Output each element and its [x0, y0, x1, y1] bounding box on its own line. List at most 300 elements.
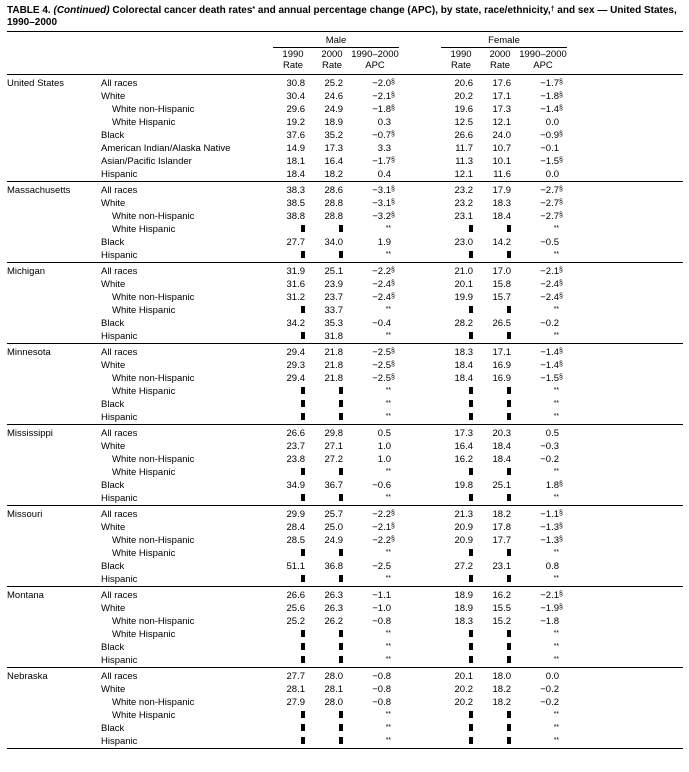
table-row	[7, 534, 683, 547]
value-cell	[441, 573, 481, 587]
suppressed-value-marker	[339, 400, 343, 407]
suppressed-value-marker	[469, 737, 473, 744]
right-margin	[567, 330, 683, 344]
section-marker: §	[559, 92, 563, 99]
race-ethnicity-label: Black	[101, 723, 125, 734]
value-cell	[441, 278, 481, 291]
value-cell	[351, 683, 399, 696]
double-asterisk-marker: **	[553, 656, 560, 663]
value-cell	[313, 142, 351, 155]
state-name: Mississippi	[7, 425, 101, 441]
suppressed-value-marker	[507, 400, 511, 407]
column-gap	[399, 453, 441, 466]
column-gap	[399, 425, 441, 441]
header-line: Rate	[450, 59, 472, 71]
value-cell	[441, 722, 481, 735]
value-number: 16.4	[324, 156, 343, 167]
double-asterisk-marker: **	[553, 643, 560, 650]
value-cell	[441, 197, 481, 210]
value-cell	[481, 103, 519, 116]
value-cell	[313, 291, 351, 304]
race-ethnicity-label: Hispanic	[101, 331, 138, 342]
value-footnote-mark	[559, 91, 567, 102]
right-margin	[567, 641, 683, 654]
right-margin	[567, 168, 683, 182]
section-marker: §	[391, 79, 395, 86]
double-asterisk-marker: **	[553, 332, 560, 339]
value-footnote-mark	[391, 78, 399, 89]
value-cell	[273, 628, 313, 641]
value-number: −1.7	[372, 156, 392, 167]
table-row	[7, 547, 683, 560]
value-cell	[519, 249, 567, 263]
value-number: 27.2	[324, 454, 343, 465]
value-number: 17.7	[492, 535, 512, 546]
value-cell	[519, 587, 567, 603]
value-number: −0.2	[540, 684, 560, 695]
value-number: 17.3	[454, 428, 474, 439]
right-margin	[567, 398, 683, 411]
value-number	[386, 723, 391, 734]
right-margin	[567, 236, 683, 249]
table-row	[7, 249, 683, 263]
value-number: −0.3	[540, 441, 560, 452]
race-ethnicity-label: White Hispanic	[112, 117, 176, 128]
value-number	[507, 386, 511, 397]
value-number	[554, 386, 559, 397]
value-number: −2.5	[372, 373, 392, 384]
column-gap	[399, 359, 441, 372]
value-number: 21.3	[454, 509, 474, 520]
race-ethnicity-label: Hispanic	[101, 169, 138, 180]
value-cell	[313, 411, 351, 425]
value-footnote-mark	[559, 535, 567, 546]
value-cell	[351, 506, 399, 522]
value-number	[554, 655, 559, 666]
race-ethnicity-label: American Indian/Alaska Native	[101, 143, 231, 154]
suppressed-value-marker	[507, 251, 511, 258]
value-cell	[273, 197, 313, 210]
female-apc-header	[519, 48, 567, 75]
value-cell	[481, 654, 519, 668]
table-row	[7, 560, 683, 573]
value-number	[301, 655, 305, 666]
value-cell	[351, 668, 399, 684]
value-cell	[273, 155, 313, 168]
value-cell	[351, 425, 399, 441]
value-number: 0.4	[377, 169, 392, 180]
suppressed-value-marker	[301, 656, 305, 663]
value-cell	[481, 129, 519, 142]
value-number: 19.8	[454, 480, 474, 491]
suppressed-value-marker	[469, 494, 473, 501]
value-cell	[519, 547, 567, 560]
right-margin	[567, 709, 683, 722]
suppressed-value-marker	[507, 225, 511, 232]
state-name	[7, 168, 101, 182]
value-cell	[441, 506, 481, 522]
value-cell	[273, 453, 313, 466]
double-asterisk-marker: **	[553, 630, 560, 637]
table-header	[7, 34, 683, 75]
value-cell	[351, 291, 399, 304]
value-cell	[481, 385, 519, 398]
race-ethnicity-label: White	[101, 603, 126, 614]
value-number	[301, 548, 305, 559]
suppressed-value-marker	[301, 494, 305, 501]
section-marker: §	[391, 510, 395, 517]
value-cell	[313, 587, 351, 603]
value-cell	[351, 249, 399, 263]
suppressed-value-marker	[469, 400, 473, 407]
value-number	[386, 548, 391, 559]
right-margin	[567, 359, 683, 372]
value-cell	[481, 683, 519, 696]
race-ethnicity-label: White	[101, 441, 126, 452]
double-asterisk-marker: **	[385, 737, 392, 744]
column-gap	[399, 440, 441, 453]
column-gap	[399, 492, 441, 506]
value-cell	[313, 615, 351, 628]
value-cell	[313, 223, 351, 236]
value-footnote-mark	[391, 360, 399, 371]
value-cell	[351, 453, 399, 466]
value-footnote-mark	[391, 535, 399, 546]
suppressed-value-marker	[339, 468, 343, 475]
value-cell	[351, 304, 399, 317]
table-row	[7, 116, 683, 129]
value-footnote-mark	[559, 480, 567, 491]
value-number: 21.8	[324, 347, 343, 358]
value-number	[301, 305, 305, 316]
value-number: 19.6	[454, 104, 474, 115]
race-ethnicity-label: All races	[101, 75, 273, 91]
right-margin	[567, 722, 683, 735]
value-number: 17.1	[492, 91, 512, 102]
value-cell	[481, 709, 519, 722]
double-asterisk-marker: **	[385, 575, 392, 582]
table-body	[7, 75, 683, 749]
value-number: 25.1	[324, 266, 343, 277]
state-name	[7, 142, 101, 155]
section-marker: §	[391, 361, 395, 368]
value-number: −3.2	[372, 211, 392, 222]
value-number: 28.5	[286, 535, 305, 546]
value-number: 28.1	[324, 684, 343, 695]
value-cell	[273, 330, 313, 344]
value-cell	[313, 103, 351, 116]
double-asterisk-marker: **	[385, 724, 392, 731]
value-number: 18.2	[492, 684, 512, 695]
value-number	[554, 736, 559, 747]
value-number: 23.9	[324, 279, 343, 290]
suppressed-value-marker	[301, 251, 305, 258]
state-name	[7, 573, 101, 587]
value-cell	[481, 573, 519, 587]
value-number: −2.1	[372, 91, 392, 102]
value-number: 19.9	[454, 292, 474, 303]
value-number	[507, 655, 511, 666]
value-number	[469, 548, 473, 559]
right-margin	[567, 90, 683, 103]
value-cell	[273, 116, 313, 129]
value-cell	[273, 521, 313, 534]
suppressed-value-marker	[339, 549, 343, 556]
value-cell	[273, 668, 313, 684]
suppressed-value-marker	[301, 724, 305, 731]
value-number: 26.2	[324, 616, 343, 627]
state-name	[7, 411, 101, 425]
value-number: 35.3	[324, 318, 343, 329]
value-number	[386, 642, 391, 653]
state-name: Michigan	[7, 263, 101, 279]
value-number	[507, 412, 511, 423]
female-column-header: Female	[441, 34, 567, 48]
value-number: 27.7	[286, 671, 305, 682]
value-number	[386, 412, 391, 423]
value-number: −1.3	[540, 535, 560, 546]
section-marker: §	[559, 591, 563, 598]
double-asterisk-marker: **	[385, 387, 392, 394]
race-ethnicity-label: White	[101, 279, 126, 290]
race-ethnicity-label: Hispanic	[101, 655, 138, 666]
value-cell	[441, 628, 481, 641]
value-cell	[481, 696, 519, 709]
value-cell	[519, 142, 567, 155]
value-number: −2.4	[372, 292, 392, 303]
value-number	[386, 493, 391, 504]
value-number	[339, 574, 343, 585]
value-number: 27.1	[324, 441, 343, 452]
state-name	[7, 330, 101, 344]
table-row	[7, 263, 683, 279]
value-cell	[481, 263, 519, 279]
right-margin	[567, 372, 683, 385]
value-cell	[273, 602, 313, 615]
value-number: 23.0	[454, 237, 474, 248]
suppressed-value-marker	[469, 413, 473, 420]
column-gap	[399, 683, 441, 696]
value-cell	[273, 709, 313, 722]
right-margin	[567, 129, 683, 142]
value-cell	[351, 479, 399, 492]
section-marker: §	[559, 199, 563, 206]
value-number: −2.7	[540, 211, 560, 222]
value-number	[469, 642, 473, 653]
value-number: 25.2	[286, 616, 305, 627]
right-margin	[567, 547, 683, 560]
column-gap	[399, 210, 441, 223]
value-number: −2.4	[540, 279, 560, 290]
column-gap	[399, 90, 441, 103]
double-asterisk-marker: **	[553, 711, 560, 718]
section-marker: §	[559, 212, 563, 219]
value-cell	[351, 236, 399, 249]
value-cell	[313, 359, 351, 372]
value-number	[554, 305, 559, 316]
state-name	[7, 654, 101, 668]
column-gap	[399, 330, 441, 344]
column-gap	[399, 602, 441, 615]
value-cell	[519, 359, 567, 372]
value-number: −0.8	[372, 671, 392, 682]
value-footnote-mark	[559, 509, 567, 520]
suppressed-value-marker	[507, 630, 511, 637]
value-number: 28.6	[324, 185, 343, 196]
value-number	[507, 467, 511, 478]
column-gap	[399, 223, 441, 236]
section-marker: §	[559, 280, 563, 287]
value-number: 28.0	[324, 671, 343, 682]
suppressed-value-marker	[301, 711, 305, 718]
section-marker: §	[391, 280, 395, 287]
value-cell	[273, 168, 313, 182]
value-number	[301, 331, 305, 342]
value-number: −0.8	[372, 697, 392, 708]
value-number: 20.2	[454, 697, 474, 708]
value-cell	[313, 168, 351, 182]
value-number: 18.3	[454, 347, 474, 358]
value-cell	[313, 344, 351, 360]
table-row	[7, 398, 683, 411]
section-marker: §	[559, 510, 563, 517]
state-name	[7, 722, 101, 735]
value-cell	[441, 654, 481, 668]
race-ethnicity-label: White non-Hispanic	[112, 373, 195, 384]
value-cell	[273, 263, 313, 279]
value-number: 18.1	[286, 156, 305, 167]
column-gap	[399, 573, 441, 587]
value-footnote-mark	[559, 279, 567, 290]
double-asterisk-marker: **	[385, 549, 392, 556]
race-ethnicity-label: Asian/Pacific Islander	[101, 156, 192, 167]
value-cell	[313, 668, 351, 684]
value-cell	[441, 683, 481, 696]
value-footnote-mark	[559, 603, 567, 614]
table-row	[7, 197, 683, 210]
value-number: −2.1	[372, 522, 392, 533]
value-cell	[519, 155, 567, 168]
column-gap	[399, 344, 441, 360]
section-marker: §	[559, 481, 563, 488]
state-name	[7, 492, 101, 506]
right-margin	[567, 411, 683, 425]
value-cell	[441, 521, 481, 534]
value-number: 28.4	[286, 522, 305, 533]
value-footnote-mark	[391, 347, 399, 358]
value-cell	[273, 236, 313, 249]
value-cell	[519, 641, 567, 654]
suppressed-value-marker	[339, 225, 343, 232]
right-margin	[567, 492, 683, 506]
right-margin	[567, 142, 683, 155]
value-number: 29.4	[286, 373, 305, 384]
right-margin	[567, 249, 683, 263]
value-cell	[441, 249, 481, 263]
value-number: 29.9	[286, 509, 305, 520]
value-number	[507, 723, 511, 734]
value-cell	[313, 75, 351, 91]
value-cell	[273, 573, 313, 587]
value-cell	[273, 735, 313, 749]
value-cell	[273, 466, 313, 479]
table-row	[7, 696, 683, 709]
value-cell	[519, 103, 567, 116]
state-name: Montana	[7, 587, 101, 603]
value-cell	[441, 210, 481, 223]
state-name	[7, 696, 101, 709]
double-asterisk-marker: **	[553, 737, 560, 744]
race-ethnicity-label: White Hispanic	[112, 548, 176, 559]
value-cell	[351, 116, 399, 129]
value-number	[339, 736, 343, 747]
header-line: 2000	[321, 49, 343, 60]
value-number	[301, 629, 305, 640]
value-cell	[441, 560, 481, 573]
title-segment: †	[550, 6, 555, 13]
section-marker: §	[559, 348, 563, 355]
value-cell	[441, 291, 481, 304]
suppressed-value-marker	[339, 724, 343, 731]
value-number: 23.2	[454, 198, 474, 209]
value-number: −1.0	[372, 603, 392, 614]
value-number: −0.7	[372, 130, 392, 141]
state-name: Nebraska	[7, 668, 101, 684]
header-line: 1990–2000	[519, 49, 567, 60]
state-name	[7, 103, 101, 116]
value-number: 37.6	[286, 130, 305, 141]
value-cell	[441, 103, 481, 116]
value-number: 34.2	[286, 318, 305, 329]
value-cell	[313, 263, 351, 279]
value-number	[507, 493, 511, 504]
value-footnote-mark	[391, 91, 399, 102]
race-ethnicity-label: Black	[101, 237, 125, 248]
value-number	[386, 574, 391, 585]
value-number	[554, 710, 559, 721]
value-cell	[351, 641, 399, 654]
value-cell	[313, 654, 351, 668]
table-row	[7, 90, 683, 103]
suppressed-value-marker	[507, 656, 511, 663]
value-cell	[351, 223, 399, 236]
race-ethnicity-label: White non-Hispanic	[112, 535, 195, 546]
double-asterisk-marker: **	[553, 575, 560, 582]
value-cell	[519, 735, 567, 749]
right-margin	[567, 479, 683, 492]
suppressed-value-marker	[301, 332, 305, 339]
section-marker: §	[559, 79, 563, 86]
value-cell	[351, 359, 399, 372]
header-line: 2000	[489, 49, 511, 60]
value-number	[469, 305, 473, 316]
value-number	[469, 710, 473, 721]
value-number: 18.2	[492, 509, 512, 520]
male-1990-rate-header	[273, 48, 313, 75]
state-name	[7, 735, 101, 749]
value-number: −0.2	[540, 454, 560, 465]
value-number: 25.1	[492, 480, 512, 491]
value-number	[339, 412, 343, 423]
value-number: 28.8	[324, 211, 343, 222]
race-ethnicity-label: Hispanic	[101, 412, 138, 423]
value-cell	[519, 560, 567, 573]
race-ethnicity-label: White	[101, 684, 126, 695]
value-cell	[351, 628, 399, 641]
value-number	[507, 710, 511, 721]
value-number: 26.3	[324, 590, 343, 601]
value-cell	[441, 709, 481, 722]
